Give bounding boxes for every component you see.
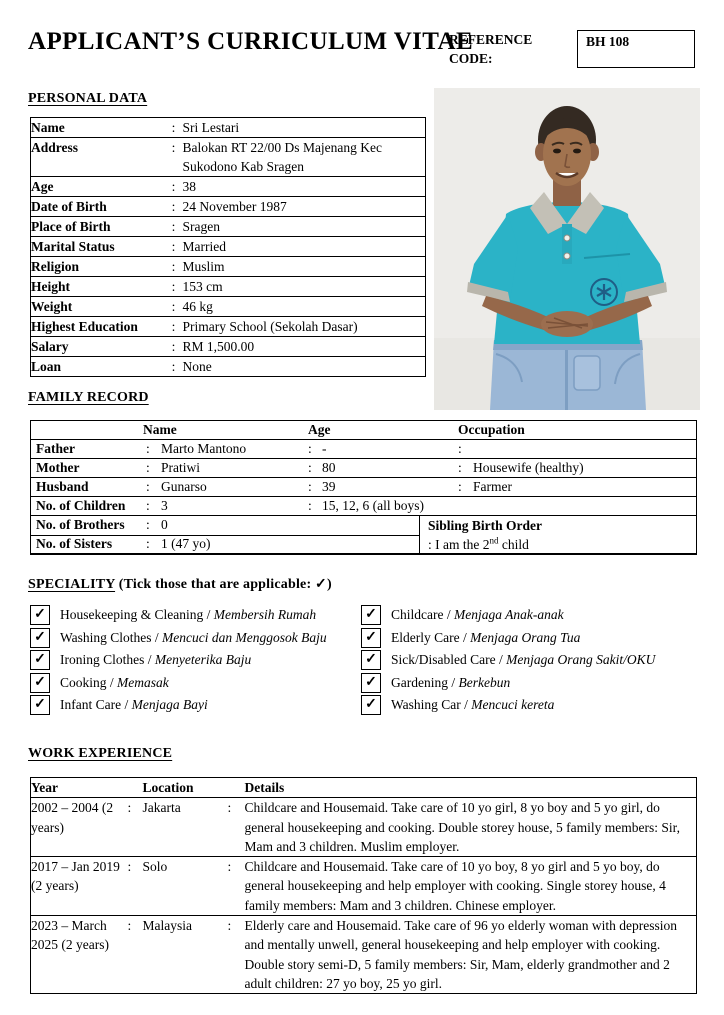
speciality-item — [30, 673, 360, 693]
section-heading-work-experience: WORK EXPERIENCE — [28, 746, 173, 761]
page-title: APPLICANT’S CURRICULUM VITAE — [28, 28, 474, 55]
experience-location: Jakarta — [143, 798, 228, 857]
applicant-photo — [434, 88, 700, 410]
speciality-label-en: Cooking / — [60, 674, 114, 690]
speciality-item — [361, 628, 697, 648]
speciality-label-en: Sick/Disabled Care / — [391, 652, 503, 668]
field-label: Weight — [31, 297, 165, 317]
speciality-label-en: Housekeeping & Cleaning / — [60, 607, 211, 622]
field-value: 153 cm — [183, 277, 426, 297]
field-value: 46 kg — [183, 297, 426, 317]
colon: : — [458, 479, 462, 494]
colon: : — [165, 357, 183, 377]
table-row — [31, 138, 426, 177]
colon: : — [128, 857, 143, 916]
colon: : — [146, 498, 150, 513]
colon: : — [171, 120, 176, 135]
table-row — [31, 277, 426, 297]
colon: : — [128, 798, 143, 857]
speciality-label-translation: Menjaga Orang Tua — [470, 629, 581, 645]
speciality-label-en: Childcare / — [391, 607, 451, 622]
speciality-label — [391, 630, 580, 646]
colon: : — [165, 317, 183, 337]
table-row — [31, 297, 426, 317]
field-label: Date of Birth — [31, 197, 165, 217]
field-value: RM 1,500.00 — [183, 337, 426, 357]
speciality-item — [30, 695, 360, 715]
colon: : — [146, 479, 150, 494]
checkbox-checked-icon: ✓ — [361, 628, 381, 648]
table-row-experience — [31, 916, 697, 994]
children-ages: 15, 12, 6 (all boys) — [322, 498, 424, 513]
speciality-label — [391, 652, 655, 668]
member-age: - — [322, 441, 327, 456]
table-header-row — [31, 778, 697, 798]
field-value: Primary School (Sekolah Dasar) — [183, 317, 426, 337]
table-row — [31, 237, 426, 257]
speciality-item — [361, 695, 697, 715]
colon: : — [165, 217, 183, 237]
colon: : — [458, 460, 462, 475]
experience-year: 2002 – 2004 (2 years) — [31, 798, 128, 857]
checkbox-checked-icon: ✓ — [361, 695, 381, 715]
table-row — [31, 317, 426, 337]
speciality-label-translation: Mencuci kereta — [471, 697, 555, 713]
speciality-label-translation: Menjaga Orang Sakit/OKU — [506, 652, 656, 668]
colon: : — [308, 479, 312, 494]
experience-year: 2017 – Jan 2019 (2 years) — [31, 857, 128, 916]
checkbox-checked-icon: ✓ — [361, 650, 381, 670]
speciality-item — [361, 650, 697, 670]
table-row-children — [31, 497, 696, 516]
speciality-label-translation: Berkebun — [458, 674, 511, 690]
table-row-experience — [31, 798, 697, 857]
table-row-father — [31, 440, 696, 459]
colon: : — [458, 441, 462, 456]
applicant-portrait-illustration — [434, 88, 700, 410]
experience-location: Solo — [143, 857, 228, 916]
experience-details: Childcare and Housemaid. Take care of 10 yo boy, 8 yo girl and 5 yo boy, do general housekeeping and help employer with cooking. Single storey house, 4 family members: Mam and 3 children. Chinese employer. — [245, 857, 697, 916]
speciality-label-translation: Membersih Rumah — [213, 607, 317, 622]
speciality-label-en: Elderly Care / — [391, 629, 467, 645]
table-row — [31, 197, 426, 217]
speciality-label-en: Infant Care / — [60, 697, 129, 713]
colon: : — [228, 798, 245, 857]
speciality-label-en: Washing Car / — [391, 697, 468, 713]
sibling-value-suffix: child — [498, 537, 529, 552]
colon: : — [308, 498, 312, 513]
colon: : — [128, 916, 143, 994]
column-header-details: Details — [244, 780, 285, 795]
column-header-year: Year — [31, 780, 58, 795]
speciality-label-en: Gardening / — [391, 674, 456, 690]
field-label: Salary — [31, 337, 165, 357]
speciality-label — [60, 697, 208, 713]
colon: : — [308, 441, 312, 456]
reference-code-box — [577, 30, 695, 68]
member-name: Pratiwi — [161, 460, 200, 475]
member-age: 80 — [322, 460, 336, 475]
section-heading-speciality — [28, 576, 332, 593]
field-label: Marital Status — [31, 237, 165, 257]
experience-location: Malaysia — [143, 916, 228, 994]
colon: : — [165, 257, 183, 277]
table-row — [31, 217, 426, 237]
sibling-birth-order-cell — [419, 516, 695, 554]
checkbox-checked-icon: ✓ — [30, 605, 50, 625]
sibling-value-ordinal: nd — [489, 535, 499, 546]
speciality-label — [391, 697, 554, 713]
reference-code-value: BH 108 — [586, 34, 630, 49]
field-label: Address — [31, 138, 165, 177]
member-occupation: Housewife (healthy) — [473, 460, 584, 475]
checkbox-checked-icon: ✓ — [361, 673, 381, 693]
speciality-item — [361, 605, 697, 625]
field-label: No. of Sisters — [36, 536, 113, 551]
speciality-label-en: Washing Clothes / — [60, 629, 159, 645]
reference-code-label: REFERENCE CODE: — [449, 32, 533, 66]
sibling-value-prefix: : I am the 2 — [428, 537, 490, 552]
speciality-item — [30, 605, 360, 625]
colon: : — [165, 337, 183, 357]
checkbox-checked-icon: ✓ — [30, 650, 50, 670]
field-value: 38 — [183, 177, 426, 197]
checkbox-checked-icon: ✓ — [30, 628, 50, 648]
colon: : — [165, 138, 183, 177]
speciality-label-translation: Menyeterika Baju — [154, 652, 252, 668]
table-header-row — [31, 421, 696, 440]
sibling-birth-order-value — [428, 537, 529, 552]
field-value: Balokan RT 22/00 Ds Majenang Kec Sukodono Kab Sragen — [183, 138, 426, 177]
member-name: Gunarso — [161, 479, 207, 494]
speciality-label-en: Ironing Clothes / — [60, 652, 152, 668]
speciality-label — [60, 630, 327, 646]
speciality-label-translation: Memasak — [117, 674, 169, 690]
speciality-heading-word: SPECIALITY — [28, 577, 116, 592]
speciality-label-translation: Menjaga Anak-anak — [453, 607, 564, 622]
speciality-label — [391, 607, 564, 623]
colon: : — [228, 857, 245, 916]
colon: : — [165, 197, 183, 217]
field-label: Name — [31, 120, 65, 135]
speciality-item — [30, 650, 360, 670]
field-label: Age — [31, 177, 165, 197]
field-label: Husband — [36, 479, 89, 494]
colon: : — [146, 536, 150, 551]
member-age: 39 — [322, 479, 336, 494]
speciality-label — [60, 607, 316, 623]
sisters-count: 1 (47 yo) — [161, 536, 211, 551]
colon: : — [165, 277, 183, 297]
table-row — [31, 337, 426, 357]
speciality-label-translation: Menjaga Bayi — [131, 697, 208, 713]
speciality-label — [60, 675, 169, 691]
field-label: Highest Education — [31, 317, 165, 337]
speciality-item — [361, 673, 697, 693]
field-label: Loan — [31, 357, 165, 377]
column-header-age: Age — [308, 422, 331, 437]
member-name: Marto Mantono — [161, 441, 247, 456]
work-experience-table — [30, 777, 697, 994]
colon: : — [146, 441, 150, 456]
field-value: Muslim — [183, 257, 426, 277]
field-label: No. of Children — [36, 498, 126, 513]
table-row — [31, 177, 426, 197]
children-count: 3 — [161, 498, 168, 513]
speciality-heading-note: (Tick those that are applicable: ✓) — [118, 577, 332, 592]
speciality-label — [391, 675, 510, 691]
speciality-list-left — [30, 605, 360, 715]
column-header-name: Name — [143, 422, 177, 437]
table-row — [31, 257, 426, 277]
table-row-experience — [31, 857, 697, 916]
sibling-birth-order-label: Sibling Birth Order — [428, 518, 543, 533]
brothers-count: 0 — [161, 517, 168, 532]
table-row-husband — [31, 478, 696, 497]
colon: : — [165, 177, 183, 197]
experience-details: Elderly care and Housemaid. Take care of 96 yo elderly woman with depression and mentally unwell, general housekeeping and help employer with cooking. Double story semi-D, 5 family members: Sir, Mam, elderly grandmother and 2 adult children: 27 yo boy, 25 yo girl. — [245, 916, 697, 994]
family-record-table — [30, 420, 697, 555]
table-row — [31, 118, 426, 138]
colon: : — [228, 916, 245, 994]
experience-year: 2023 – March 2025 (2 years) — [31, 916, 128, 994]
colon: : — [165, 297, 183, 317]
checkbox-checked-icon: ✓ — [30, 673, 50, 693]
personal-data-table — [30, 117, 426, 377]
member-occupation: Farmer — [473, 479, 512, 494]
field-label: Place of Birth — [31, 217, 165, 237]
field-label: Religion — [31, 257, 165, 277]
speciality-item — [30, 628, 360, 648]
experience-details: Childcare and Housemaid. Take care of 10 yo girl, 8 yo boy and 5 yo girl, do general housekeeping and cooking. Double storey house, 5 family members: Sir, Mam and 3 children. Muslim employer. — [245, 798, 697, 857]
section-heading-family-record: FAMILY RECORD — [28, 390, 149, 405]
field-value: None — [183, 357, 426, 377]
checkbox-checked-icon: ✓ — [30, 695, 50, 715]
table-row — [31, 357, 426, 377]
column-header-location: Location — [142, 780, 194, 795]
colon: : — [308, 460, 312, 475]
field-label: Mother — [36, 460, 80, 475]
field-label: Father — [36, 441, 75, 456]
speciality-label — [60, 652, 251, 668]
field-value: Sragen — [183, 217, 426, 237]
colon: : — [146, 460, 150, 475]
field-value: Sri Lestari — [182, 120, 240, 135]
field-value: 24 November 1987 — [183, 197, 426, 217]
colon: : — [146, 517, 150, 532]
table-row-mother — [31, 459, 696, 478]
checkbox-checked-icon: ✓ — [361, 605, 381, 625]
section-heading-personal-data: PERSONAL DATA — [28, 91, 148, 106]
field-value: Married — [183, 237, 426, 257]
speciality-list-right — [361, 605, 697, 715]
column-header-occupation: Occupation — [458, 422, 525, 437]
field-label: No. of Brothers — [36, 517, 125, 532]
field-label: Height — [31, 277, 165, 297]
speciality-label-translation: Mencuci dan Menggosok Baju — [162, 629, 327, 645]
colon: : — [165, 237, 183, 257]
